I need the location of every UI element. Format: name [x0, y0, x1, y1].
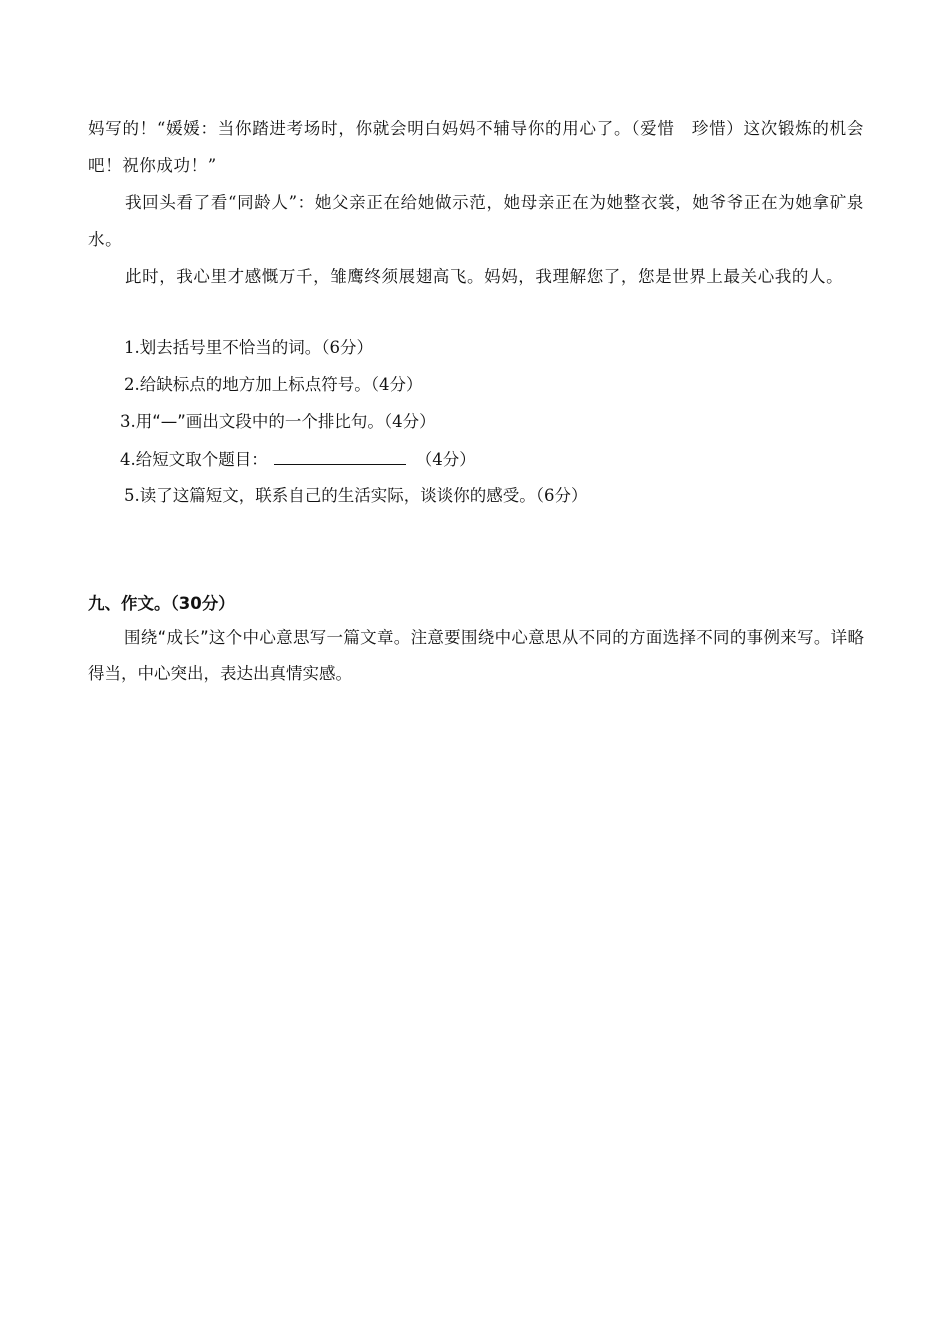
question-2 [124, 373, 423, 397]
question-score: （4分） [383, 412, 436, 431]
title-answer-blank[interactable] [274, 447, 406, 465]
question-score: （6分） [535, 486, 588, 505]
question-score: （4分） [370, 375, 423, 394]
question-score: （4分） [415, 450, 476, 469]
question-number: 5. [124, 486, 140, 505]
question-text: 给短文取个题目： [135, 450, 268, 469]
question-4 [120, 447, 476, 472]
question-number: 2. [124, 375, 140, 394]
essay-prompt: 围绕“成长”这个中心意思写一篇文章。注意要围绕中心意思从不同的方面选择不同的事例来写。详略得当，中心突出，表达出真情实感。 [88, 628, 864, 683]
question-number: 3. [120, 412, 136, 431]
question-text: 读了这篇短文，联系自己的生活实际，谈谈你的感受。 [139, 486, 536, 505]
question-1 [124, 336, 373, 360]
passage-paragraph-2: 我回头看了看“同龄人”：她父亲正在给她做示范，她母亲正在为她整衣裳，她爷爷正在为她拿矿泉水。 [88, 193, 864, 249]
question-text: 用“—”画出文段中的一个排比句。 [135, 412, 384, 431]
question-number: 1. [124, 338, 140, 357]
question-5 [124, 484, 588, 508]
passage-paragraph-1: 妈写的！“媛媛：当你踏进考场时，你就会明白妈妈不辅导你的用心了。（爱惜 珍惜）这次锻炼的机会吧！祝你成功！” [88, 119, 864, 175]
question-number: 4. [120, 450, 136, 469]
question-score: （6分） [321, 338, 373, 357]
question-text: 划去括号里不恰当的词。 [139, 338, 322, 357]
section-9-title: 九、作文。（30分） [88, 594, 235, 613]
question-3 [120, 410, 436, 434]
passage-paragraph-3: 此时，我心里才感慨万千，雏鹰终须展翅高飞。妈妈，我理解您了，您是世界上最关心我的人。 [125, 267, 844, 286]
question-text: 给缺标点的地方加上标点符号。 [139, 375, 371, 394]
